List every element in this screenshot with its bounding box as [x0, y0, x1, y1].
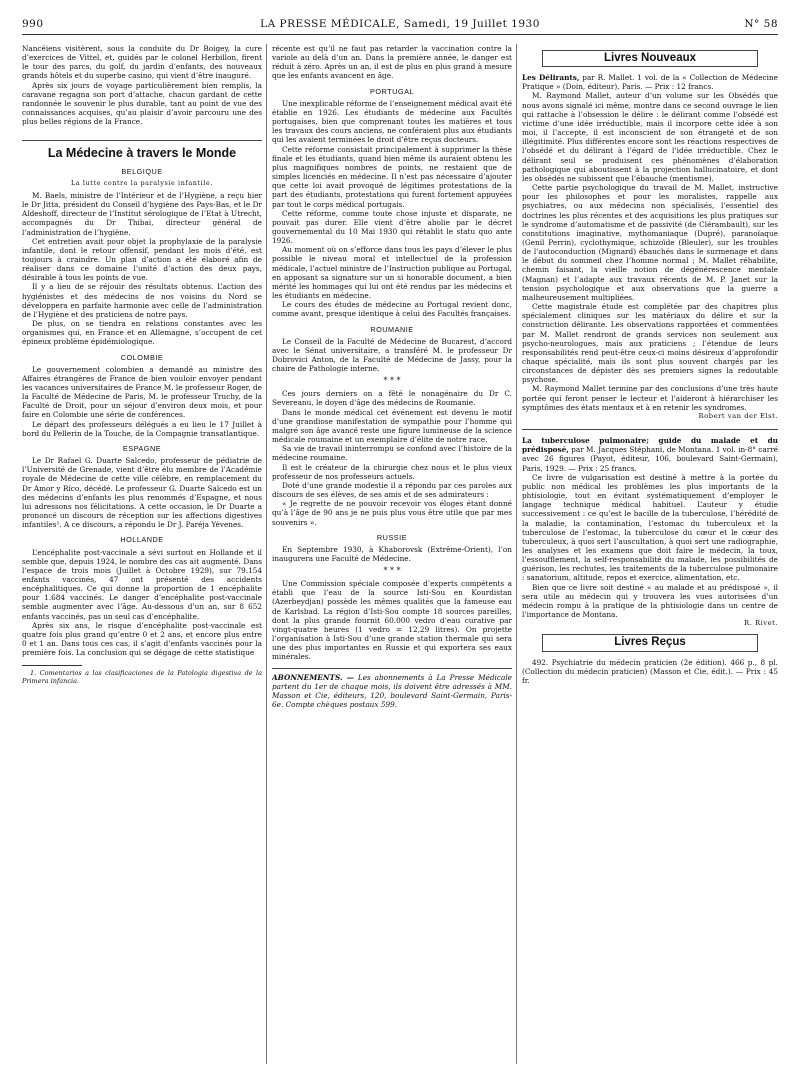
separator-stars: * * * [383, 376, 401, 386]
paragraph: Bien que ce livre soit destiné « au malade et au prédisposé », il sera utile au médecin qui y trouvera les vues autorisées d’un médecin rompu à la pratique de la phtisiologie dans un centre de l’importance de Montana. [522, 582, 778, 620]
column-1 [22, 44, 262, 1074]
review-title: Les Délirants, [522, 73, 580, 83]
paragraph: Le Conseil de la Faculté de Médecine de Bucarest, d’accord avec le Sénat universitaire, a transféré M. le professeur Dr Dobrovici Anton, de la Faculté de Médecine de Jassy, pour la chaire de Pathologie interne. [272, 336, 512, 374]
books-received-title: Livres Reçus [542, 634, 758, 651]
subscriptions-notice [272, 668, 512, 710]
paragraph: Cette magistrale étude est complétée par des chapitres plus spécialement cliniques sur les matériaux du délire et sur la construction délirante. Les observations rapportées et commentées par M. Mallet rendront de grands services non seulement aux psycho-neurologues, mais aux praticiens ; l’étendue de leurs responsabilités rend peut-être ceux-ci moins désireux d’approfondir chaque spécialité, mais ils sont plus souvent chargés par les circonstances de dépister dès ses premiers signes la redoutable psychose. [522, 302, 778, 385]
paragraph: Dans le monde médical cet événement est devenu le motif d’une grandiose manifestation de sympathie pour l’homme qui malgré son âge avancé reste une figure lumineuse de la science médicale roumaine et un exemplaire d’élite de notre race. [272, 407, 512, 445]
paragraph: Au moment où on s’efforce dans tous les pays d’élever le plus possible le niveau moral et intellectuel de la profession médicale, l’actuel ministre de l’Instruction publique au Portugal, en apposant sa signature sur un si honorable document, a bien mérité les hommages qui lui ont été rendus par les médecins et les étudiants en médecine. [272, 245, 512, 301]
review-reference [522, 73, 778, 91]
paragraph: Le Dr Rafael G. Duarte Salcedo, professeur de pédiatrie de l’Université de Grenade, vient d’être élu membre de l’Académie royale de Médecine de cette ville célèbre, en remplacement du Dr Amor y Rico, décédé. Le professeur G. Duarte Salcedo est un des médecins d’enfants les plus renommés d’Espagne, et nous lui adressons nos félicitations. A cette occasion, le Dr Duarte a prononcé un discours de réception sur les affections digestives infantiles¹. A ce discours, a répondu le Dr J. Paréja Yévenes. [22, 456, 262, 530]
paragraph: récente est qu’il ne faut pas retarder la vaccination contre la variole au delà d’un an. Dans la première année, le danger est réduit à zéro. Après un an, il est de plus en plus grand à mesure que les enfants avancent en âge. [272, 44, 512, 81]
paragraph: En Septembre 1930, à Khaborovsk (Extrême-Orient), l’on inaugurera une Faculté de Médecine. [272, 544, 512, 563]
paragraph: Après six ans, le risque d’encéphalite post-vaccinale est quatre fois plus grand qu’entre 0 et 2 ans, et encore plus entre 0 et 1 an. Dans tous ces cas, il s’agit d’enfants vaccinés pour la première fois. La conclusion qui se dégage de cette statistique [22, 620, 262, 658]
review-ref: par M. Jacques Stéphani, de Montana. 1 vol. in-8° carré avec 26 figures (Payot, éditeur, 106, boulevard Saint-Germain), Paris, 1929. — Prix : 25 francs. [522, 445, 778, 473]
paragraph: Le départ des professeurs délégués a eu lieu le 17 Juillet à bord du Pellerin de la Touche, de la Compagnie transatlantique. [22, 419, 262, 438]
page-number: 990 [22, 18, 44, 30]
paragraph: Nancéiens visitèrent, sous la conduite du Dr Boigey, la cure d’exercices de Vittel, et, guidés par le colonel Herbillon, firent le tour des parcs, du golf, du jardin d’enfants, des nouveaux grands hôtels et du superbe casino, qui vient d’être inauguré. [22, 44, 262, 81]
column-3 [522, 44, 778, 1074]
paragraph: Doté d’une grande modestie il a répondu par ces paroles aux discours de ses élèves, de ses amis et de ses admirateurs : [272, 480, 512, 500]
review-signature: R. Rivet. [744, 619, 778, 628]
paragraph: Après six jours de voyage particulièrement bien remplis, la caravane regagna son port d’attache, chacun gardant de cette randonnée le souvenir le plus durable, tant au point de vue des connaissances acquises, qu’au plaisir d’avoir parcouru une des plus belles régions de la France. [22, 80, 262, 127]
issue-number: N° 58 [744, 18, 778, 30]
subscriptions-text: Les abonnements à La Presse Médicale partent du 1er de chaque mois, ils doivent être adressés à MM. Masson et Cie, éditeurs, 120, boulevard Saint-Germain, Paris-6e. Compte chèques postaux 599. [272, 672, 512, 709]
column-rule [266, 44, 267, 1064]
paragraph: M. Raymond Mallet termine par des conclusions d’une très haute portée qui feront penser le lecteur et l’aideront à hiérarchiser les symptômes des états mentaux et à en retenir les syndromes. [522, 384, 778, 412]
country-heading: ESPAGNE [122, 443, 162, 453]
section-title: La Médecine à travers le Monde [22, 140, 262, 158]
paragraph: Sa vie de travail ininterrompu se confond avec l’histoire de la médecine roumaine. [272, 444, 512, 463]
country-heading: HOLLANDE [120, 535, 164, 545]
received-entry: 492. Psychiatrie du médecin praticien (2e édition). 466 p., 8 pl. (Collection du médecin praticien) (Masson et Cie, édit.). — Prix : 45 fr. [522, 657, 778, 685]
review-title: La tuberculose pulmonaire; guide du malade et du prédisposé, [522, 436, 778, 455]
column-2 [272, 44, 512, 1074]
subheading: La lutte contre la paralysie infantile. [71, 178, 213, 187]
paragraph: Cette partie psychologique du travail de M. Mallet, instructive pour les philosophes et pour les moralistes, rappelle aux psychiatres, ou aux médecins non spécialisés, l’essentiel des doctrines les plus récentes et des acquisitions les plus pratiques sur le syndrome d’automatisme et de passivité (de Clérambault), sur les constitutions imaginative, mythomaniaque (Dupré), paranoïaque (Genil Perrin), cyclothymique, schizoïde (Bleuler), sur les troubles de l’autoconduction (Mignard) ébauchés dans le surmenage et dans le début du sommeil chez l’homme normal ; M. Mallet réhabilite, chemin faisant, la vieille notion de dégénérescence mentale (Magnan) et l’adapte aux travaux récents de M. P. Janet sur la tension psychologique et aux observations que la guerre a malheureusement multipliées. [522, 183, 778, 302]
paragraph: « Je regrette de ne pouvoir recevoir vos éloges étant donné qu’à l’âge de 90 ans je ne puis plus vous être utile que par mes souvenirs ». [272, 499, 512, 527]
country-heading: RUSSIE [376, 532, 408, 542]
paragraph: Il y a lieu de se réjouir des résultats obtenus. L’action des hygiénistes et des médecins de nos voisins du Nord se développera en parfaite harmonie avec celle de l’administration de l’Hygiène et des praticiens de notre pays. [22, 282, 262, 319]
country-heading: ROUMANIE [370, 324, 414, 334]
journal-title: LA PRESSE MÉDICALE, Samedi, 19 Juillet 1930 [260, 18, 540, 30]
footnote: 1. Comentarios a las clasificaciones de la Patologia digestiva de la Primera infancia. [22, 669, 262, 686]
paragraph: Ces jours derniers on a fêté le nonagénaire du Dr C. Severeanu, le doyen d’âge des médecins de Roumanie. [272, 389, 512, 408]
divider [522, 429, 778, 430]
paragraph: De plus, on se tiendra en relations constantes avec les organismes qui, en France et en Allemagne, s’occupent de cet épineux problème épidémiologique. [22, 319, 262, 347]
country-heading: COLOMBIE [120, 352, 164, 362]
paragraph: Ce livre de vulgarisation est destiné à mettre à la portée du public non médical les problèmes les plus importants de la phtisiologie, tout en évitant systématiquement d’employer le langage technique médical habituel. L’auteur y étudie successivement : ce qu’est le bacille de la tuberculose, l’hérédité de la maladie, la contamination, l’estomac du tuberculeux et la tuberculose de l’estomac, la tuberculose du cœur et le cœur des tuberculeux, à quoi sert l’auscultation, à quoi sert une radiographie, les analyses et les examens que doit faire le médecin, la toux, l’essoufflement, la self-responsabilité du malade, les possibilités de guérison, les rechutes, les traitements de la tuberculose pulmonaire : sanatorium, altitude, repos et exercice, alimentation, etc. [522, 472, 778, 583]
paragraph: Cet entretien avait pour objet la prophylaxie de la paralysie infantile, dont le retour offensif, pendant les mois d’été, est toujours à craindre. Un plan d’action a été élaboré afin de réaliser dans ce domaine l’unité d’action des deux pays, désirable à tous les points de vue. [22, 236, 262, 283]
paragraph: Une Commission spéciale composée d’experts compétents a établi que l’eau de la source Isti-Sou en Kourdistan (Azerbeydjan) possède les mêmes qualités que la fameuse eau de Karlsbad. La région d’Isti-Sou compte 18 sources pareilles, dont la plus grande fournit 60.000 vedro d’eau curative par vingt-quatre heures (1 vedro = 12,29 litres). On projette l’organisation à Isti-Sou d’une grande station thermale qui sera une des plus importantes en Russie et qui exportera ses eaux minérales. [272, 579, 512, 662]
paragraph: M. Baels, ministre de l’Intérieur et de l’Hygiène, a reçu hier le Dr Jitta, président du Conseil d’hygiène des Pays-Bas, et le Dr Aldeshoff, directeur de l’Institut sérologique de l’Etat à Utrecht, accompagnés du Dr Thibai, directeur général de l’administration de l’hygiène. [22, 190, 262, 237]
page-header [22, 18, 778, 35]
paragraph: Cette réforme consistait principalement à supprimer la thèse finale et les étudiants, quand bien même ils auraient obtenu les plus magnifiques nombres de points, ne restaient que de simples licenciés en médecine. Il n’est pas nécessaire d’ajouter que cette loi avait provoqué de légitimes protestations de la part des étudiants, protestations qui furent fortement appuyées par tout le corps médical portugais. [272, 144, 512, 209]
country-heading: PORTUGAL [369, 86, 414, 96]
books-new-title: Livres Nouveaux [542, 50, 758, 67]
paragraph: Il est le créateur de la chirurgie chez nous et le plus vieux professeur de nos professeurs actuels. [272, 462, 512, 481]
separator-stars: * * * [383, 566, 401, 576]
paragraph: Cette réforme, comme toute chose injuste et disparate, ne pouvait pas durer. Elle vient d’être abolie par le décret gouvernemental du 10 Mai 1930 qui rétablit le statu quo ante 1926. [272, 208, 512, 246]
subscriptions-lead: ABONNEMENTS. — [272, 672, 354, 682]
country-heading: BELGIQUE [121, 166, 163, 176]
paragraph: Une inexplicable réforme de l’enseignement médical avait été établie en 1926. Les étudiants de médecine aux Facultés portugaises, bien que comprenant toutes les matières et tous les travaux des cours anciens, ne conféraient plus aux étudiants qui les avaient terminées le droit d’être reçus docteurs. [272, 98, 512, 145]
review-reference [522, 436, 778, 473]
paragraph: M. Raymond Mallet, auteur d’un volume sur les Obsédés que nous avons signalé ici même, montre dans ce second ouvrage le lien qui rattache à l’obsession le délire : le délirant comme l’obsédé est victime d’une idée irréductible, mais il incorpore cette idée à son moi, il l’accepte, il est inconscient de son étrangeté et de son illégitimité. Plus différentes encore sont les réactions respectives de l’obsédé et du délirant à l’égard de l’idée irréductible. Chez le délirant seul se produisent ces phénomènes d’élaboration pathologique qui aboutissent à la projection hallucinatoire, et dont les obsédés ne subissent que l’ébauche (mentisme). [522, 91, 778, 183]
paragraph: L’encéphalite post-vaccinale a sévi surtout en Hollande et il semble que, depuis 1924, le nombre des cas ait augmenté. Dans l’espace de trois mois (Juillet à Octobre 1929), sur 79.154 enfants vaccinés, 47 ont présenté des accidents encéphalitiques. Ce qui donne la proportion de 1 encéphalite pour 1.684 vaccinés. Le danger d’encéphalite post-vaccinale semble augmenter avec l’âge. Au-dessous d’un an, sur 8 652 enfants vaccinés, pas un seul cas d’encéphalite. [22, 547, 262, 621]
paragraph: Le cours des études de médecine au Portugal revient donc, comme avant, presque identique à celui des Facultés françaises. [272, 300, 512, 319]
paragraph: Le gouvernement colombien a demandé au ministre des Affaires étrangères de France de bien vouloir envoyer pendant les vacances universitaires de France M. le professeur Roger, de la Faculté de Médecine de Paris, M. le professeur Truchy, de la Faculté de Droit, pour un séjour d’environ deux mois, et pour faire en Colombie une série de conférences. [22, 364, 262, 420]
footnote-rule [22, 665, 82, 666]
review-ref: par R. Mallet. 1 vol. de la « Collection de Médecine Pratique » (Doin, éditeur), Paris. — Prix : 12 francs. [522, 73, 778, 92]
review-signature: Robert van der Elst. [698, 411, 778, 420]
column-rule [516, 44, 517, 1064]
